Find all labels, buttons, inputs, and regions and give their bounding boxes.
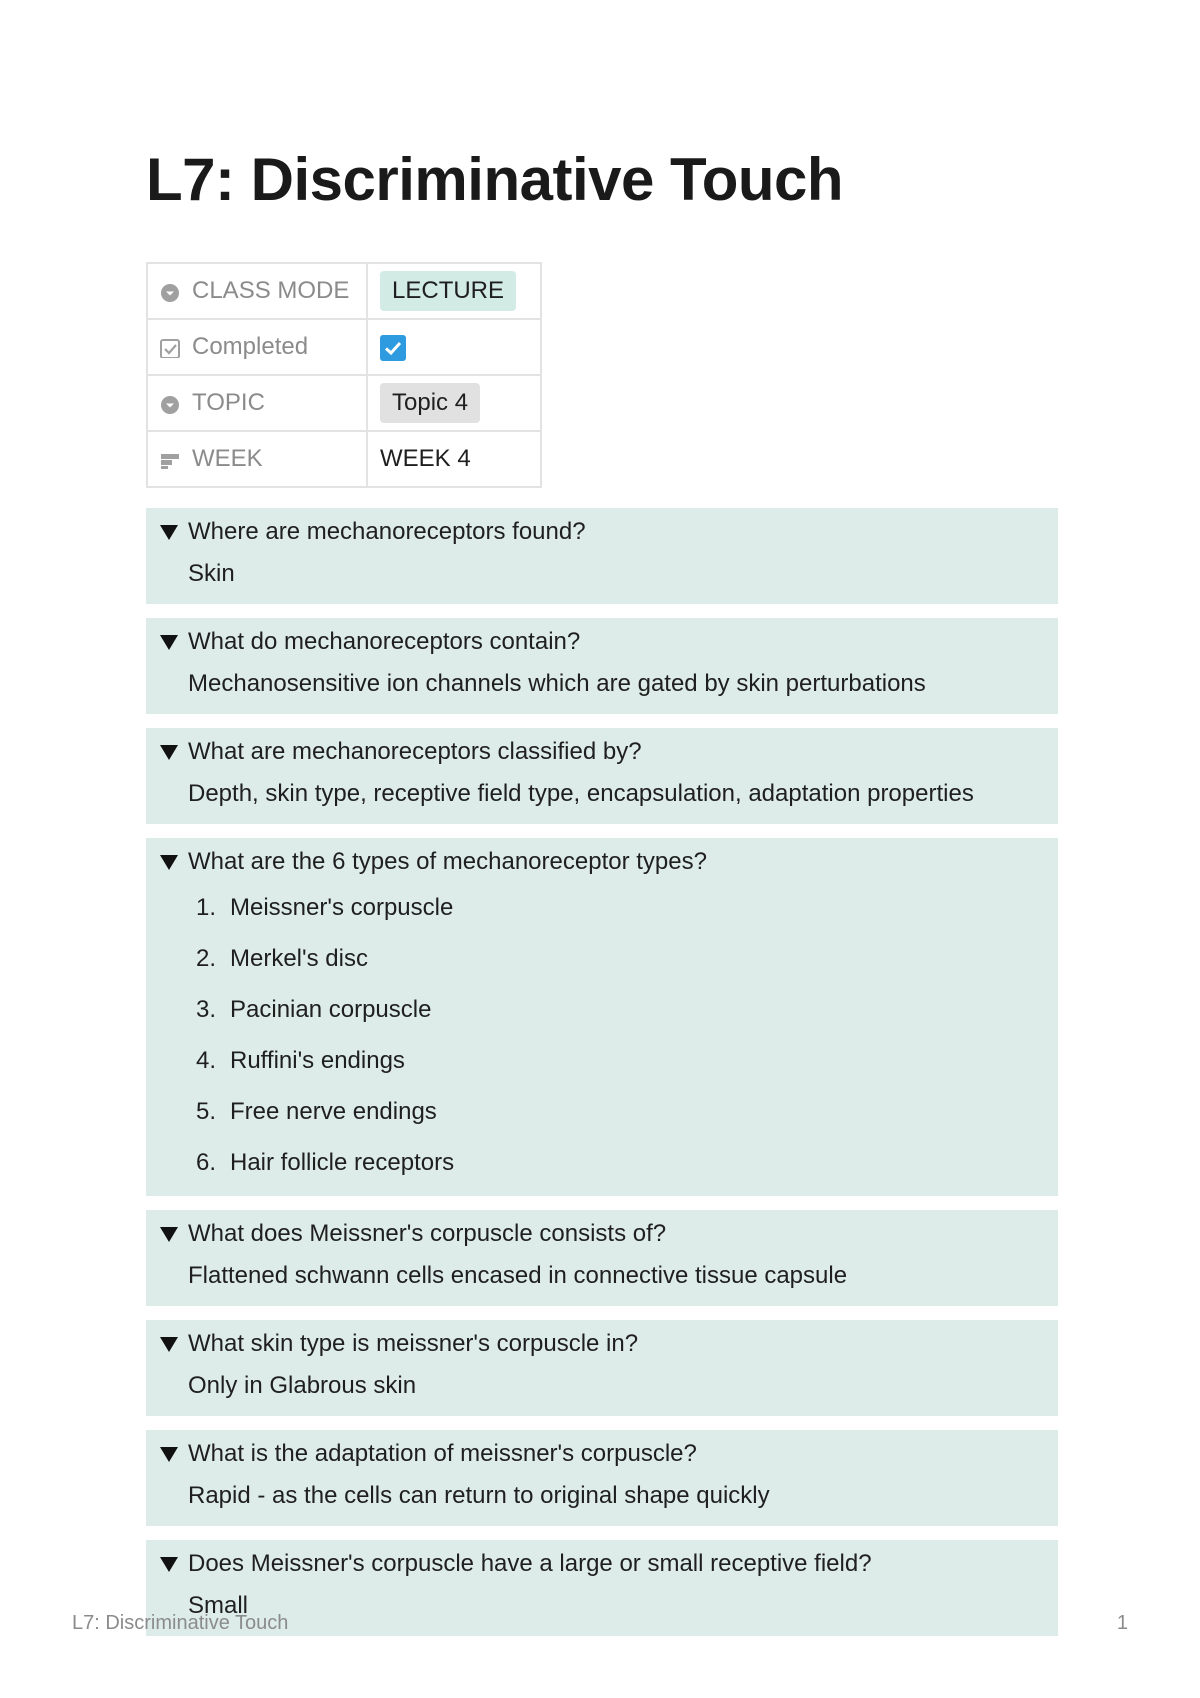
- toggle-answer: Flattened schwann cells encased in connective tissue capsule: [188, 1262, 848, 1289]
- toggle-triangle-icon[interactable]: [160, 1557, 178, 1572]
- toggle-question: What are the 6 types of mechanoreceptor types?: [188, 848, 707, 875]
- toggle-header[interactable]: [146, 1214, 1058, 1254]
- toggle-question: Does Meissner's corpuscle have a large or small receptive field?: [188, 1550, 872, 1577]
- page-title: L7: Discriminative Touch: [146, 146, 844, 213]
- toggle-triangle-icon[interactable]: [160, 745, 178, 760]
- list-number: 1.: [196, 893, 217, 921]
- completed-checkbox[interactable]: [380, 335, 406, 361]
- completed-label: Completed: [192, 333, 309, 360]
- toggle-answer: Only in Glabrous skin: [188, 1372, 417, 1399]
- property-row-week: [147, 431, 541, 487]
- property-key: [147, 375, 367, 431]
- toggle-block: [146, 508, 1058, 604]
- checkbox-property-icon: [160, 337, 180, 357]
- toggle-triangle-icon[interactable]: [160, 635, 178, 650]
- toggle-block: [146, 1320, 1058, 1416]
- property-value[interactable]: [367, 431, 541, 487]
- toggle-header[interactable]: [146, 732, 1058, 772]
- toggle-answer: Rapid - as the cells can return to original shape quickly: [188, 1482, 770, 1509]
- list-number: 6.: [196, 1148, 217, 1176]
- property-value[interactable]: [367, 375, 541, 431]
- property-key: [147, 431, 367, 487]
- footer-title: L7: Discriminative Touch: [72, 1612, 289, 1634]
- week-value[interactable]: WEEK 4: [380, 445, 471, 472]
- toggle-answer: Depth, skin type, receptive field type, encapsulation, adaptation properties: [188, 780, 974, 807]
- list-item: [146, 882, 1058, 933]
- list-number: 4.: [196, 1046, 217, 1074]
- toggle-question: What is the adaptation of meissner's corpuscle?: [188, 1440, 697, 1467]
- select-property-icon: [160, 281, 180, 301]
- mechanoreceptor-types-list: [146, 882, 1058, 1188]
- list-number: 5.: [196, 1097, 217, 1125]
- property-row-topic: [147, 375, 541, 431]
- toggle-triangle-icon[interactable]: [160, 1227, 178, 1242]
- toggle-triangle-icon[interactable]: [160, 1447, 178, 1462]
- toggle-triangle-icon[interactable]: [160, 1337, 178, 1352]
- list-text: Meissner's corpuscle: [230, 893, 454, 921]
- toggle-answer: Small: [188, 1592, 249, 1619]
- toggle-question: Where are mechanoreceptors found?: [188, 518, 586, 545]
- property-key: [147, 263, 367, 319]
- toggle-block: [146, 1210, 1058, 1306]
- property-value[interactable]: [367, 319, 541, 375]
- properties-table: [146, 262, 542, 488]
- list-item: [146, 1035, 1058, 1086]
- toggle-header[interactable]: [146, 1434, 1058, 1474]
- select-property-icon: [160, 393, 180, 413]
- toggle-header[interactable]: [146, 512, 1058, 552]
- list-text: Ruffini's endings: [230, 1046, 405, 1074]
- toggle-answer: Skin: [188, 560, 235, 587]
- list-text: Merkel's disc: [230, 944, 368, 972]
- list-number: 3.: [196, 995, 217, 1023]
- property-row-class-mode: [147, 263, 541, 319]
- week-label: WEEK: [192, 445, 263, 472]
- list-item: [146, 1086, 1058, 1137]
- class-mode-label: CLASS MODE: [192, 277, 350, 304]
- toggle-question: What skin type is meissner's corpuscle in?: [188, 1330, 639, 1357]
- toggle-triangle-icon[interactable]: [160, 855, 178, 870]
- list-text: Free nerve endings: [230, 1097, 437, 1125]
- property-row-completed: [147, 319, 541, 375]
- text-property-icon: [160, 449, 180, 469]
- toggle-header[interactable]: [146, 1324, 1058, 1364]
- toggle-question: What are mechanoreceptors classified by?: [188, 738, 642, 765]
- toggle-question: What does Meissner's corpuscle consists of?: [188, 1220, 667, 1247]
- toggle-block: [146, 1430, 1058, 1526]
- class-mode-tag[interactable]: LECTURE: [380, 271, 516, 311]
- toggle-list: [146, 508, 1058, 1650]
- list-item: [146, 933, 1058, 984]
- list-item: [146, 984, 1058, 1035]
- toggle-header[interactable]: [146, 622, 1058, 662]
- topic-label: TOPIC: [192, 389, 265, 416]
- toggle-block: [146, 838, 1058, 1196]
- list-item: [146, 1137, 1058, 1188]
- toggle-block: [146, 618, 1058, 714]
- page-number: 1: [1116, 1612, 1128, 1634]
- toggle-answer: Mechanosensitive ion channels which are gated by skin perturbations: [188, 670, 926, 697]
- toggle-block: [146, 728, 1058, 824]
- list-number: 2.: [196, 944, 217, 972]
- toggle-question: What do mechanoreceptors contain?: [188, 628, 581, 655]
- toggle-header[interactable]: [146, 842, 1058, 882]
- list-text: Pacinian corpuscle: [230, 995, 432, 1023]
- toggle-header[interactable]: [146, 1544, 1058, 1584]
- toggle-triangle-icon[interactable]: [160, 525, 178, 540]
- topic-tag[interactable]: Topic 4: [380, 383, 480, 423]
- property-key: [147, 319, 367, 375]
- list-text: Hair follicle receptors: [230, 1148, 455, 1176]
- property-value[interactable]: [367, 263, 541, 319]
